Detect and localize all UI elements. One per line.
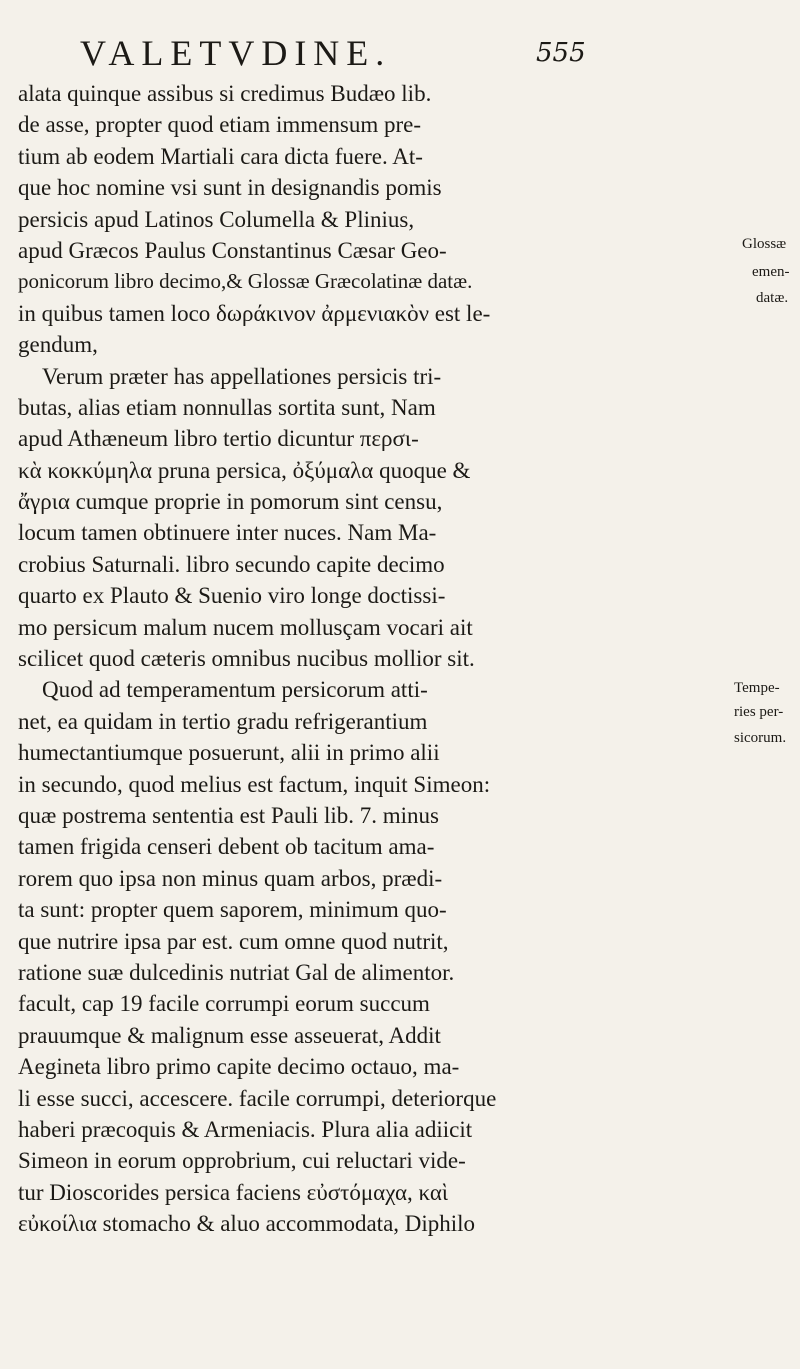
text-line: mo persicum malum nucem mollusçam vocari ait	[18, 614, 473, 640]
text-line: haberi præcoquis & Armeniacis. Plura alia adiicit	[18, 1116, 473, 1142]
text-line: tamen frigida censeri debent ob tacitum ama-	[18, 834, 435, 860]
page-header	[0, 14, 800, 74]
text-line: scilicet quod cæteris omnibus nucibus mollior sit.	[18, 646, 475, 672]
text-line: crobius Saturnali. libro secundo capite decimo	[18, 551, 445, 577]
text-line: li esse succi, accescere. facile corrumpi, deteriorque	[18, 1085, 497, 1111]
body-text	[18, 78, 718, 1239]
text-line: rorem quo ipsa non minus quam arbos, prædi-	[18, 865, 443, 891]
margin-note: Glossæ	[742, 236, 787, 252]
text-line: Quod ad temperamentum persicorum atti-	[42, 677, 428, 703]
text-line: apud Græcos Paulus Constantinus Cæsar Geo-	[18, 237, 447, 263]
text-line: ta sunt: propter quem saporem, minimum quo-	[18, 897, 447, 923]
text-line: Simeon in eorum opprobrium, cui reluctari vide-	[18, 1148, 466, 1174]
margin-note: ries per-	[734, 704, 784, 720]
text-line: tium ab eodem Martiali cara dicta fuere. At-	[18, 143, 423, 169]
text-line: de asse, propter quod etiam immensum pre-	[18, 112, 422, 138]
page-number: 555	[536, 38, 586, 68]
text-line: locum tamen obtinuere inter nuces. Nam Ma-	[18, 520, 437, 546]
text-line: facult, cap 19 facile corrumpi eorum succum	[18, 991, 430, 1017]
text-line: ratione suæ dulcedinis nutriat Gal de alimentor.	[18, 959, 455, 985]
text-line: gendum,	[18, 332, 98, 358]
text-line: butas, alias etiam nonnullas sortita sunt, Nam	[18, 394, 436, 420]
text-line: ἄγρια cumque proprie in pomorum sint censu,	[18, 489, 443, 515]
text-line: εὐκοίλια stomacho & aluo accommodata, Diphilo	[18, 1211, 476, 1237]
margin-note: emen-	[752, 264, 790, 280]
text-line: κὰ κοκκύμηλα pruna persica, ὀξύμαλα quoque &	[18, 457, 471, 483]
text-line: in quibus tamen loco δωράκινον ἀρμενιακὸν est le-	[18, 300, 491, 326]
text-line: tur Dioscorides persica faciens εὐστόμαχα, καὶ	[18, 1179, 449, 1205]
text-line: Aegineta libro primo capite decimo octauo, ma-	[18, 1054, 460, 1080]
text-line: apud Athæneum libro tertio dicuntur περσι-	[18, 426, 419, 452]
running-head: VALETVDINE.	[80, 33, 392, 73]
text-line: humectantiumque posuerunt, alii in primo alii	[18, 740, 440, 766]
text-line: in secundo, quod melius est factum, inquit Simeon:	[18, 771, 491, 797]
text-line: quæ postrema sententia est Pauli lib. 7. minus	[18, 802, 439, 828]
text-line: Verum præter has appellationes persicis tri-	[42, 363, 442, 389]
text-line: que hoc nomine vsi sunt in designandis pomis	[18, 175, 442, 201]
text-line: alata quinque assibus si credimus Budæo lib.	[18, 81, 432, 106]
margin-note: datæ.	[756, 290, 789, 306]
text-line: persicis apud Latinos Columella & Plinius,	[18, 206, 415, 232]
margin-note: Tempe-	[734, 680, 780, 696]
text-line: prauumque & malignum esse asseuerat, Addit	[18, 1022, 441, 1048]
text-line: ponicorum libro decimo,& Glossæ Græcolatinæ datæ.	[18, 269, 473, 294]
margin-note: sicorum.	[734, 730, 787, 746]
text-line: quarto ex Plauto & Suenio viro longe doctissi-	[18, 583, 446, 609]
text-line: que nutrire ipsa par est. cum omne quod nutrit,	[18, 928, 449, 954]
text-line: net, ea quidam in tertio gradu refrigerantium	[18, 708, 428, 734]
